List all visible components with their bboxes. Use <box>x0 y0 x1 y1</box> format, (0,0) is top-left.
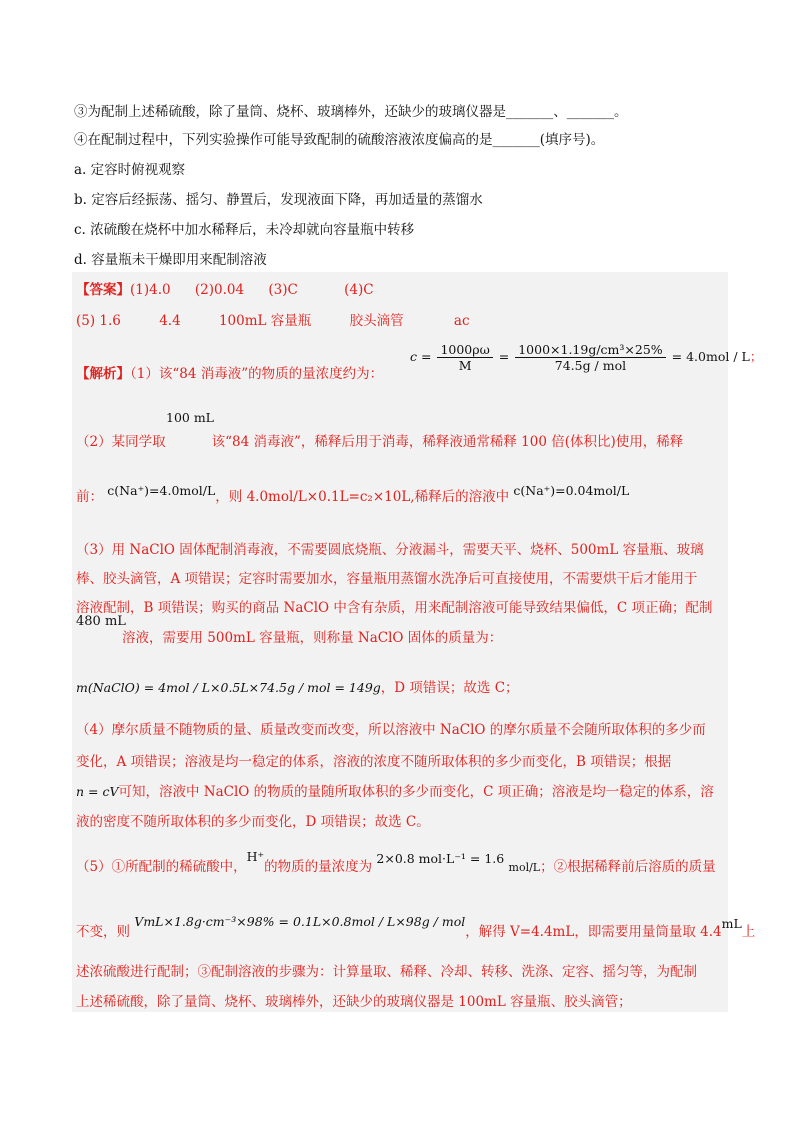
answer-5: (5) 1.6 <box>76 313 121 329</box>
analysis-p2-b: 该“84 消毒液”，稀释后用于消毒，稀释液通常稀释 100 倍(体积比)使用，稀释 <box>211 434 684 450</box>
option-d: d. 容量瓶未干燥即用来配制溶液 <box>74 252 267 268</box>
answer-5b: 4.4 <box>159 313 181 329</box>
eq-frac-1-num: 1000ρω <box>437 342 492 358</box>
analysis-label: 【解析】 <box>76 366 130 382</box>
analysis-p5-line4: 上述稀硫酸，除了量筒、烧杯、玻璃棒外，还缺少的玻璃仪器是 100mL 容量瓶、胶头滴管； <box>76 994 632 1010</box>
option-c: c. 浓硫酸在烧杯中加水稀释后，未冷却就向容量瓶中转移 <box>74 222 415 238</box>
analysis-p5-eq1: 2×0.8 mol·L⁻¹ = 1.6 <box>376 851 505 866</box>
analysis-p3-line1: （3）用 NaClO 固体配制消毒液，不需要圆底烧瓶、分液漏斗，需要天平、烧杯、500mL 容量瓶、玻璃 <box>76 542 704 558</box>
eq-result: = 4.0mol / L <box>671 349 750 364</box>
question-3: ③为配制上述稀硫酸，除了量筒、烧杯、玻璃棒外，还缺少的玻璃仪器是_______、_______。 <box>74 104 628 120</box>
analysis-p5-a: （5）①所配制的稀硫酸中， <box>76 859 247 875</box>
analysis-p3-line4: 溶液，需要用 500mL 容量瓶，则称量 NaClO 固体的质量为： <box>122 630 503 646</box>
analysis-p3-line2: 棒、胶头滴管，A 项错误；定容时需要加水，容量瓶用蒸馏水洗净后可直接使用，不需要烘干后才能用于 <box>76 571 698 587</box>
analysis-p4-line2: 变化，A 项错误；溶液是均一稳定的体系，溶液的浓度不随所取体积的多少而变化，B 项错误；根据 <box>76 754 672 770</box>
answer-line-2 <box>76 309 470 329</box>
analysis-p1 <box>76 362 383 382</box>
eq-frac-2 <box>515 342 665 373</box>
answer-line-1 <box>76 278 374 298</box>
eq-frac-2-num: 1000×1.19g/cm³×25% <box>515 342 665 358</box>
analysis-p3-eq: m(NaClO) = 4mol / L×0.5L×74.5g / mol = 149g <box>76 680 381 695</box>
analysis-p2-line1 <box>76 430 683 450</box>
analysis-p4-l3: 可知，溶液中 NaClO 的物质的量随所取体积的多少而变化，C 项正确；溶液是均一稳定的体系，溶 <box>118 784 714 800</box>
analysis-p2-na1: c(Na⁺)=4.0mol/L <box>107 483 216 498</box>
analysis-p4-eq: n = cV <box>76 784 119 799</box>
analysis-p4-line4: 液的密度不随所取体积的多少而变化，D 项错误；故选 C。 <box>76 814 430 830</box>
analysis-p5-h: H⁺ <box>246 849 265 864</box>
analysis-p2-volume: 100 mL <box>166 410 214 425</box>
analysis-p1-text: （1）该“84 消毒液”的物质的量浓度约为： <box>130 366 384 382</box>
analysis-p5-unit: mol/L <box>508 861 541 874</box>
analysis-p2-c: 前： <box>76 489 103 505</box>
eq-frac-2-den: 74.5g / mol <box>554 358 627 373</box>
option-a: a. 定容时俯视观察 <box>74 162 186 178</box>
option-b: b. 定容后经振荡、摇匀、静置后，发现液面下降，再加适量的蒸馏水 <box>74 192 483 208</box>
answer-4: (4)C <box>344 282 374 298</box>
analysis-p5-line2 <box>76 914 756 940</box>
analysis-p5-d: 不变，则 <box>76 924 130 940</box>
analysis-p5-line3: 述浓硫酸进行配制；③配制溶液的步骤为：计算量取、稀释、冷却、转移、洗涤、定容、摇匀等，为配制 <box>76 964 697 980</box>
analysis-p2-a: （2）某同学取 <box>76 434 166 450</box>
analysis-p5-c: ；②根据稀释前后溶质的质量 <box>540 859 716 875</box>
analysis-p4-line3 <box>76 780 714 800</box>
eq-frac-1-den: M <box>458 358 472 373</box>
analysis-p3-line3: 溶液配制，B 项错误；购买的商品 NaClO 中含有杂质，用来配制溶液可能导致结果偏低，C 项正确；配制 <box>76 600 713 616</box>
analysis-p4-line1: （4）摩尔质量不随物质的量、质量改变而改变，所以溶液中 NaClO 的摩尔质量不会随所取体积的多少而 <box>76 722 706 738</box>
answer-label: 【答案】 <box>76 282 130 298</box>
analysis-p3-volume: 480 mL <box>76 614 126 629</box>
analysis-p5-f: 上 <box>741 924 756 940</box>
analysis-p3-equation-line <box>76 676 519 696</box>
analysis-p1-equation: c = $\frac{1000\rho\omega}{M}$ = $\frac{\text{1000×1.19g/cm³×25\%}}{\text{74.5g / mol}}$ = 4.0mol / L； <box>410 342 763 373</box>
answer-5c: 100mL 容量瓶 <box>218 313 312 329</box>
eq-c: c = <box>410 349 432 364</box>
analysis-p5-b: 的物质的量浓度为 <box>264 859 373 875</box>
analysis-p5-eq2: VmL×1.8g·cm⁻³×98% = 0.1L×0.8mol / L×98g / mol <box>134 914 466 929</box>
eq-frac-1 <box>437 342 492 373</box>
answer-1: (1)4.0 <box>130 282 171 298</box>
analysis-p3-end: ，D 项错误；故选 C； <box>380 680 519 696</box>
question-4: ④在配制过程中，下列实验操作可能导致配制的硫酸溶液浓度偏高的是_______(填序号)。 <box>74 132 605 148</box>
analysis-p2-d: ，则 4.0mol/L×0.1L=c₂×10L,稀释后的溶液中 <box>215 489 510 505</box>
answer-3: (3)C <box>268 282 298 298</box>
eq-end: ； <box>749 349 763 364</box>
answer-5e: ac <box>453 313 470 329</box>
analysis-p5-ml: mL <box>721 916 742 931</box>
analysis-p5-e: ，解得 V=4.4mL，即需要用量筒量取 4.4 <box>465 924 722 940</box>
analysis-p5-line1 <box>76 849 716 875</box>
answer-5d: 胶头滴管 <box>349 313 404 329</box>
answer-2: (2)0.04 <box>194 282 245 298</box>
analysis-p2-na2: c(Na⁺)=0.04mol/L <box>513 483 630 498</box>
analysis-p2-line2 <box>76 485 629 505</box>
